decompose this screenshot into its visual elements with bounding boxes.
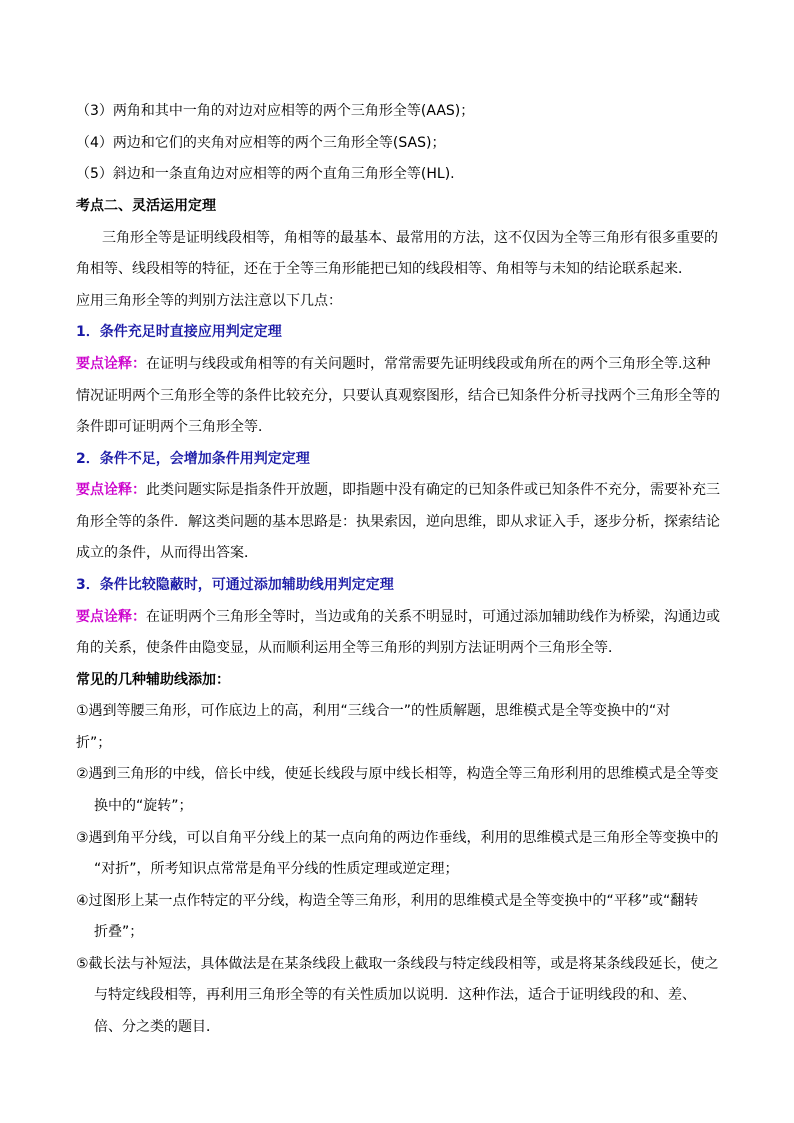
- aux-item-3-line-2: “对折”，所考知识点常常是角平分线的性质定理或逆定理；: [94, 861, 459, 877]
- key-label: 要点诠释：: [76, 609, 146, 625]
- aux-item-4-line-1: ④过图形上某一点作特定的平分线，构造全等三角形，利用的思维模式是全等变换中的“平移”或“翻转: [76, 893, 699, 909]
- point-2-line-2: 角形全等的条件．解这类问题的基本思路是：执果索因，逆向思维，即从求证入手，逐步分析，探索结论: [76, 514, 720, 530]
- aux-item-5-line-3: 倍、分之类的题目．: [94, 1019, 220, 1035]
- point-3-title: 3．条件比较隐蔽时，可通过添加辅助线用判定定理: [76, 577, 394, 593]
- intro-line-2: 角相等、线段相等的特征，还在于全等三角形能把已知的线段相等、角相等与未知的结论联系起来．: [76, 261, 692, 277]
- point-3-line-1: 要点诠释：在证明两个三角形全等时，当边或角的关系不明显时，可通过添加辅助线作为桥梁，沟通边或: [76, 609, 720, 625]
- point-1-line-1: 要点诠释：在证明与线段或角相等的有关问题时，常常需要先证明线段或角所在的两个三角形全等.这种: [76, 356, 711, 372]
- point-3-line-2: 角的关系，使条件由隐变显，从而顺利运用全等三角形的判别方法证明两个三角形全等．: [76, 640, 622, 656]
- point-2-title: 2．条件不足，会增加条件用判定定理: [76, 451, 310, 467]
- intro-line-3: 应用三角形全等的判别方法注意以下几点：: [76, 293, 342, 309]
- key-label: 要点诠释：: [76, 482, 146, 498]
- point-2-line-1: 要点诠释：此类问题实际是指条件开放题，即指题中没有确定的已知条件或已知条件不充分，需要补充三: [76, 482, 720, 498]
- criterion-aas: （3）两角和其中一角的对边对应相等的两个三角形全等(AAS)；: [76, 103, 475, 119]
- aux-item-2-line-1: ②遇到三角形的中线，倍长中线，使延长线段与原中线长相等，构造全等三角形利用的思维模式是全等变: [76, 766, 719, 782]
- criterion-hl: （5）斜边和一条直角边对应相等的两个直角三角形全等(HL).: [76, 166, 455, 182]
- aux-item-5-line-1: ⑤截长法与补短法，具体做法是在某条线段上截取一条线段与特定线段相等，或是将某条线段延长，使之: [76, 956, 719, 972]
- aux-item-1-line-2: 折”；: [76, 735, 112, 751]
- point-1-line-3: 条件即可证明两个三角形全等．: [76, 419, 272, 435]
- aux-item-1-line-1: ①遇到等腰三角形，可作底边上的高，利用“三线合一”的性质解题，思维模式是全等变换中的“对: [76, 703, 671, 719]
- point-1-title: 1．条件充足时直接应用判定定理: [76, 324, 282, 340]
- intro-line-1: 三角形全等是证明线段相等，角相等的最基本、最常用的方法，这不仅因为全等三角形有很多重要的: [102, 230, 718, 246]
- key-label: 要点诠释：: [76, 356, 146, 372]
- aux-item-4-line-2: 折叠”；: [94, 924, 144, 940]
- section-title: 考点二、灵活运用定理: [76, 198, 216, 214]
- aux-item-3-line-1: ③遇到角平分线，可以自角平分线上的某一点向角的两边作垂线，利用的思维模式是三角形全等变换中的: [76, 830, 719, 846]
- aux-title: 常见的几种辅助线添加：: [76, 672, 230, 688]
- aux-item-2-line-2: 换中的“旋转”；: [94, 798, 193, 814]
- point-2-line-3: 成立的条件，从而得出答案．: [76, 545, 258, 561]
- aux-item-5-line-2: 与特定线段相等，再利用三角形全等的有关性质加以说明．这种作法，适合于证明线段的和、差、: [94, 987, 696, 1003]
- point-1-line-2: 情况证明两个三角形全等的条件比较充分，只要认真观察图形，结合已知条件分析寻找两个三角形全等的: [76, 388, 720, 404]
- criterion-sas: （4）两边和它们的夹角对应相等的两个三角形全等(SAS)；: [76, 135, 446, 151]
